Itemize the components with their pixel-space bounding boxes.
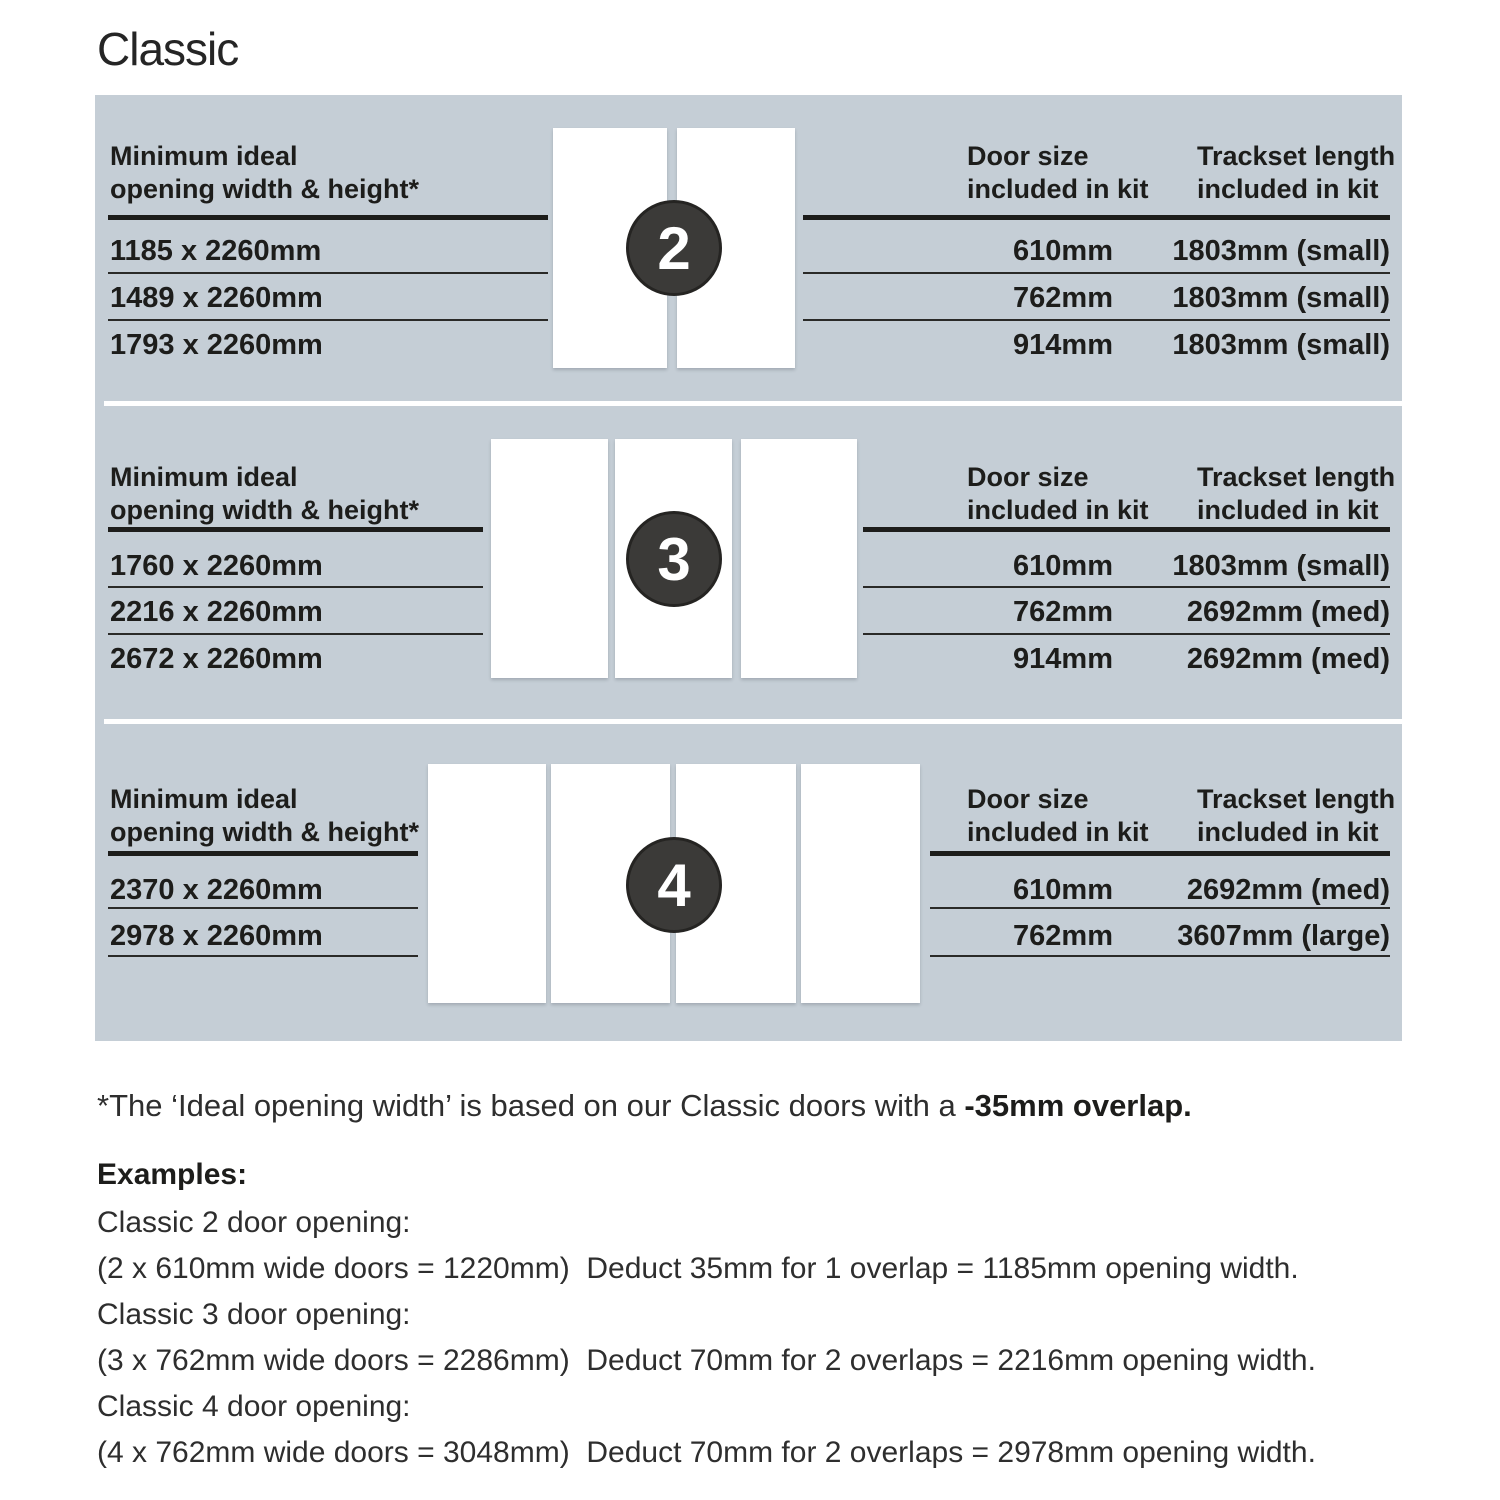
- kit-section-4-door: [95, 724, 1402, 1041]
- door-count-badge: 3: [626, 511, 722, 607]
- separator-line: [930, 907, 1390, 909]
- footnote-text: *The ‘Ideal opening width’ is based on our Classic doors with a: [97, 1088, 965, 1123]
- kit-table-row: [803, 282, 1390, 318]
- door-panel: [801, 764, 920, 1003]
- header-rule: [108, 527, 483, 532]
- trackset-length-value: 2692mm (med): [1186, 874, 1390, 906]
- separator-line: [108, 907, 418, 909]
- footnote-bold-text: -35mm overlap.: [964, 1088, 1192, 1123]
- opening-size-value: 2672 x 2260mm: [110, 643, 323, 675]
- examples-heading: Examples:: [97, 1158, 248, 1191]
- kit-table-row: [803, 235, 1390, 271]
- door-panel: [428, 764, 546, 1003]
- header-rule: [803, 215, 1390, 220]
- opening-size-value: 2216 x 2260mm: [110, 596, 323, 628]
- trackset-column-header: [1197, 461, 1395, 527]
- door-size-header-line2: included in kit: [967, 495, 1149, 525]
- door-size-header-line2: included in kit: [967, 174, 1149, 204]
- separator-line: [863, 633, 1390, 635]
- door-count-badge: 4: [626, 837, 722, 933]
- separator-line: [108, 319, 548, 321]
- door-size-value: 610mm: [1013, 550, 1113, 582]
- opening-size-value: 2978 x 2260mm: [110, 920, 323, 952]
- trackset-length-value: 1803mm (small): [1172, 329, 1390, 361]
- door-size-column-header: [967, 461, 1149, 527]
- header-rule: [108, 851, 418, 856]
- separator-line: [863, 586, 1390, 588]
- footnote: [97, 1088, 1192, 1124]
- trackset-length-value: 2692mm (med): [1186, 596, 1390, 628]
- door-size-header-line1: Door size: [967, 141, 1089, 171]
- door-size-value: 610mm: [1013, 874, 1113, 906]
- trackset-header-line2: included in kit: [1197, 174, 1379, 204]
- opening-header-line2: opening width & height*: [110, 817, 419, 847]
- door-size-value: 914mm: [1013, 643, 1113, 675]
- opening-header-line2: opening width & height*: [110, 174, 419, 204]
- opening-size-value: 1793 x 2260mm: [110, 329, 323, 361]
- separator-line: [108, 633, 483, 635]
- separator-line: [930, 955, 1390, 957]
- door-size-header-line2: included in kit: [967, 817, 1149, 847]
- door-size-column-header: [967, 783, 1149, 849]
- trackset-header-line1: Trackset length: [1197, 462, 1396, 492]
- trackset-length-value: 2692mm (med): [1186, 643, 1390, 675]
- header-rule: [930, 851, 1390, 856]
- kit-section-3-door: [95, 406, 1402, 719]
- example-line: Classic 4 door opening:: [97, 1390, 411, 1423]
- door-size-header-line1: Door size: [967, 462, 1089, 492]
- example-line: (2 x 610mm wide doors = 1220mm) Deduct 35mm for 1 overlap = 1185mm opening width.: [97, 1252, 1299, 1285]
- opening-header-line1: Minimum ideal: [110, 141, 298, 171]
- separator-line: [108, 955, 418, 957]
- door-size-value: 762mm: [1013, 282, 1113, 314]
- kit-table-row: [930, 874, 1390, 910]
- separator-line: [803, 272, 1390, 274]
- opening-column-header: [110, 461, 419, 527]
- opening-size-value: 1185 x 2260mm: [110, 235, 322, 267]
- kit-table-row: [930, 920, 1390, 956]
- trackset-length-value: 1803mm (small): [1172, 235, 1390, 267]
- trackset-column-header: [1197, 140, 1395, 206]
- door-panel: [491, 439, 608, 678]
- door-size-value: 914mm: [1013, 329, 1113, 361]
- separator-line: [108, 586, 483, 588]
- example-line: Classic 3 door opening:: [97, 1298, 411, 1331]
- trackset-header-line2: included in kit: [1197, 495, 1379, 525]
- opening-column-header: [110, 783, 419, 849]
- trackset-header-line1: Trackset length: [1197, 784, 1396, 814]
- kit-section-2-door: [95, 95, 1402, 401]
- opening-column-header: [110, 140, 419, 206]
- example-line: (3 x 762mm wide doors = 2286mm) Deduct 70mm for 2 overlaps = 2216mm opening width.: [97, 1344, 1316, 1377]
- trackset-column-header: [1197, 783, 1395, 849]
- trackset-header-line1: Trackset length: [1197, 141, 1396, 171]
- door-size-value: 610mm: [1013, 235, 1113, 267]
- header-rule: [108, 215, 548, 220]
- header-rule: [863, 527, 1390, 532]
- door-panel: [741, 439, 857, 678]
- opening-size-value: 1760 x 2260mm: [110, 550, 323, 582]
- trackset-length-value: 1803mm (small): [1172, 550, 1390, 582]
- example-line: Classic 2 door opening:: [97, 1206, 411, 1239]
- kit-table-row: [803, 329, 1390, 365]
- opening-header-line2: opening width & height*: [110, 495, 419, 525]
- opening-size-value: 2370 x 2260mm: [110, 874, 323, 906]
- separator-line: [108, 272, 548, 274]
- example-line: (4 x 762mm wide doors = 3048mm) Deduct 70mm for 2 overlaps = 2978mm opening width.: [97, 1436, 1316, 1469]
- trackset-length-value: 3607mm (large): [1177, 920, 1390, 952]
- trackset-length-value: 1803mm (small): [1172, 282, 1390, 314]
- trackset-header-line2: included in kit: [1197, 817, 1379, 847]
- door-size-value: 762mm: [1013, 596, 1113, 628]
- door-size-column-header: [967, 140, 1149, 206]
- spec-panel: [95, 95, 1402, 1041]
- opening-size-value: 1489 x 2260mm: [110, 282, 323, 314]
- opening-header-line1: Minimum ideal: [110, 784, 298, 814]
- kit-table-row: [863, 550, 1390, 586]
- door-size-header-line1: Door size: [967, 784, 1089, 814]
- kit-table-row: [863, 596, 1390, 632]
- opening-header-line1: Minimum ideal: [110, 462, 298, 492]
- separator-line: [803, 319, 1390, 321]
- page-title: Classic: [97, 23, 239, 75]
- door-size-value: 762mm: [1013, 920, 1113, 952]
- door-count-badge: 2: [626, 200, 722, 296]
- kit-table-row: [863, 643, 1390, 679]
